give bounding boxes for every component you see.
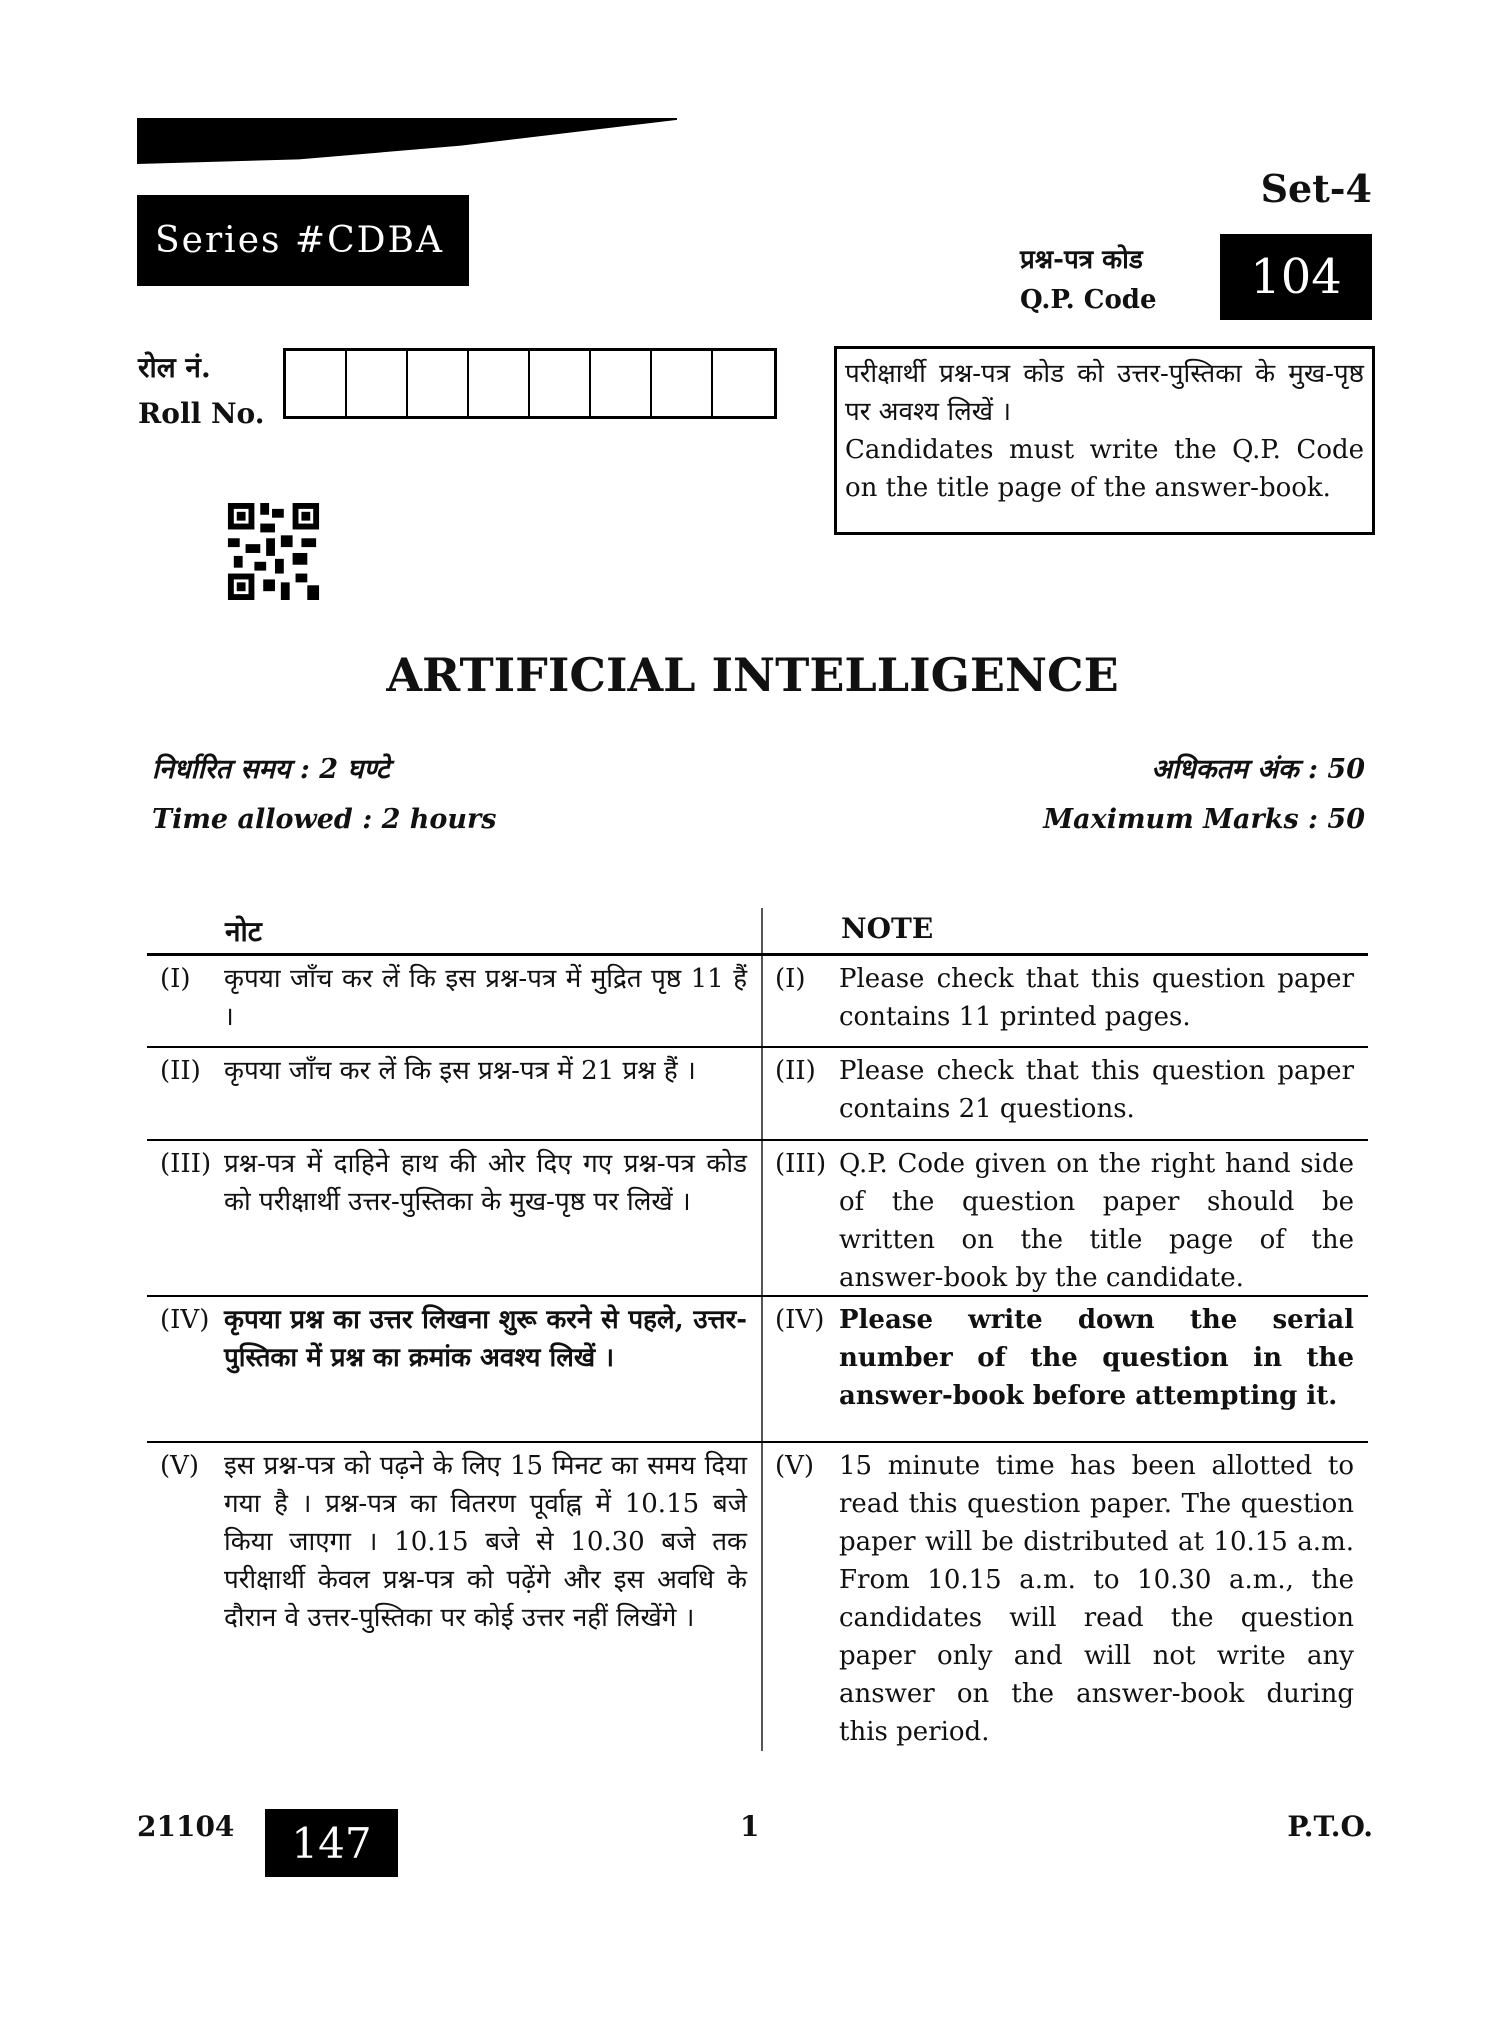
row-text-hi: इस प्रश्न-पत्र को पढ़ने के लिए 15 मिनट का समय दिया गया है । प्रश्न-पत्र का वितरण पूर्वाह्न में 10.15 बजे किया जाएगा । 10.15 बजे से 10.30 बजे तक परीक्षार्थी केवल प्रश्न-पत्र को पढ़ेंगे और इस अवधि के दौरान वे उत्तर-पुस्तिका पर कोई उत्तर नहीं लिखेंगे ।: [224, 1451, 747, 1633]
roll-label-en: Roll No.: [138, 397, 265, 430]
series-label: Series #CDBA: [137, 195, 469, 286]
roll-number-boxes[interactable]: [283, 348, 777, 419]
maximum-marks-hi: अधिकतम अंक : 50: [1151, 754, 1365, 785]
table-row: [147, 1297, 1368, 1443]
row-number: (II): [775, 1056, 816, 1086]
maximum-marks-en: Maximum Marks : 50: [1043, 804, 1365, 835]
time-allowed-hi: निर्धारित समय : 2 घण्टे: [152, 754, 390, 785]
note-hi: परीक्षार्थी प्रश्न-पत्र कोड को उत्तर-पुस्तिका के मुख-पृष्ठ पर अवश्य लिखें ।: [845, 359, 1364, 427]
maximum-marks: [1043, 745, 1365, 845]
header-en: NOTE: [841, 912, 934, 945]
row-number: (IV): [775, 1305, 825, 1335]
instructions-table: [147, 908, 1368, 1751]
row-text-hi: कृपया प्रश्न का उत्तर लिखना शुरू करने से पहले, उत्तर-पुस्तिका में प्रश्न का क्रमांक अवश्य लिखें ।: [224, 1305, 747, 1373]
header-bar-decoration: [137, 118, 677, 164]
page-title: ARTIFICIAL INTELLIGENCE: [386, 648, 1119, 702]
roll-digit-box[interactable]: [286, 351, 347, 416]
table-row: [147, 1443, 1368, 1751]
roll-digit-box[interactable]: [408, 351, 469, 416]
roll-digit-box[interactable]: [652, 351, 713, 416]
roll-digit-box[interactable]: [591, 351, 652, 416]
row-text-en: Please write down the serial number of the question in the answer-book before attempting it.: [839, 1305, 1354, 1411]
please-turn-over: P.T.O.: [1287, 1810, 1373, 1843]
time-allowed: [152, 745, 496, 845]
time-allowed-en: Time allowed : 2 hours: [152, 804, 497, 835]
row-text-en: Please check that this question paper contains 11 printed pages.: [839, 964, 1354, 1032]
roll-digit-box[interactable]: [713, 351, 774, 416]
qp-code-label: [1020, 240, 1157, 320]
row-number: (V): [160, 1451, 200, 1481]
qp-code-box: 104: [1220, 234, 1372, 320]
row-number: (II): [160, 1056, 201, 1086]
roll-label-hi: रोल नं.: [138, 351, 211, 384]
table-header: [147, 908, 1368, 956]
row-number: (III): [160, 1149, 212, 1179]
qp-code-label-en: Q.P. Code: [1020, 285, 1157, 315]
roll-digit-box[interactable]: [530, 351, 591, 416]
table-row: [147, 1141, 1368, 1297]
note-en: Candidates must write the Q.P. Code on the title page of the answer-book.: [845, 435, 1364, 503]
qr-code-icon: [227, 503, 320, 600]
row-text-en: Q.P. Code given on the right hand side of the question paper should be written on the title page of the answer-book by the candidate.: [839, 1149, 1354, 1293]
row-text-en: 15 minute time has been allotted to read this question paper. The question paper will be distributed at 10.15 a.m. From 10.15 a.m. to 10.30 a.m., the candidates will read the question paper only and will not write any answer on the answer-book during this period.: [839, 1451, 1354, 1747]
row-number: (III): [775, 1149, 827, 1179]
roll-number-label: [138, 345, 265, 437]
paper-code: 21104: [137, 1810, 235, 1843]
row-text-hi: कृपया जाँच कर लें कि इस प्रश्न-पत्र में मुद्रित पृष्ठ 11 हैं ।: [224, 964, 747, 1032]
row-text-hi: प्रश्न-पत्र में दाहिने हाथ की ओर दिए गए प्रश्न-पत्र कोड को परीक्षार्थी उत्तर-पुस्तिका के मुख-पृष्ठ पर लिखें ।: [224, 1149, 747, 1217]
row-text-hi: कृपया जाँच कर लें कि इस प्रश्न-पत्र में 21 प्रश्न हैं ।: [224, 1056, 696, 1086]
row-number: (I): [160, 964, 191, 994]
row-number: (I): [775, 964, 806, 994]
header-hi: नोट: [147, 908, 763, 953]
qp-code-label-hi: प्रश्न-पत्र कोड: [1020, 245, 1143, 275]
page-number: 1: [740, 1810, 760, 1843]
row-number: (V): [775, 1451, 815, 1481]
row-number: (IV): [160, 1305, 210, 1335]
set-label: Set-4: [1260, 166, 1372, 211]
roll-digit-box[interactable]: [347, 351, 408, 416]
roll-digit-box[interactable]: [469, 351, 530, 416]
qp-code-instruction-box: [834, 346, 1375, 535]
paper-number-box: 147: [265, 1809, 398, 1877]
table-row: [147, 1048, 1368, 1141]
table-row: [147, 956, 1368, 1048]
row-text-en: Please check that this question paper contains 21 questions.: [839, 1056, 1354, 1124]
